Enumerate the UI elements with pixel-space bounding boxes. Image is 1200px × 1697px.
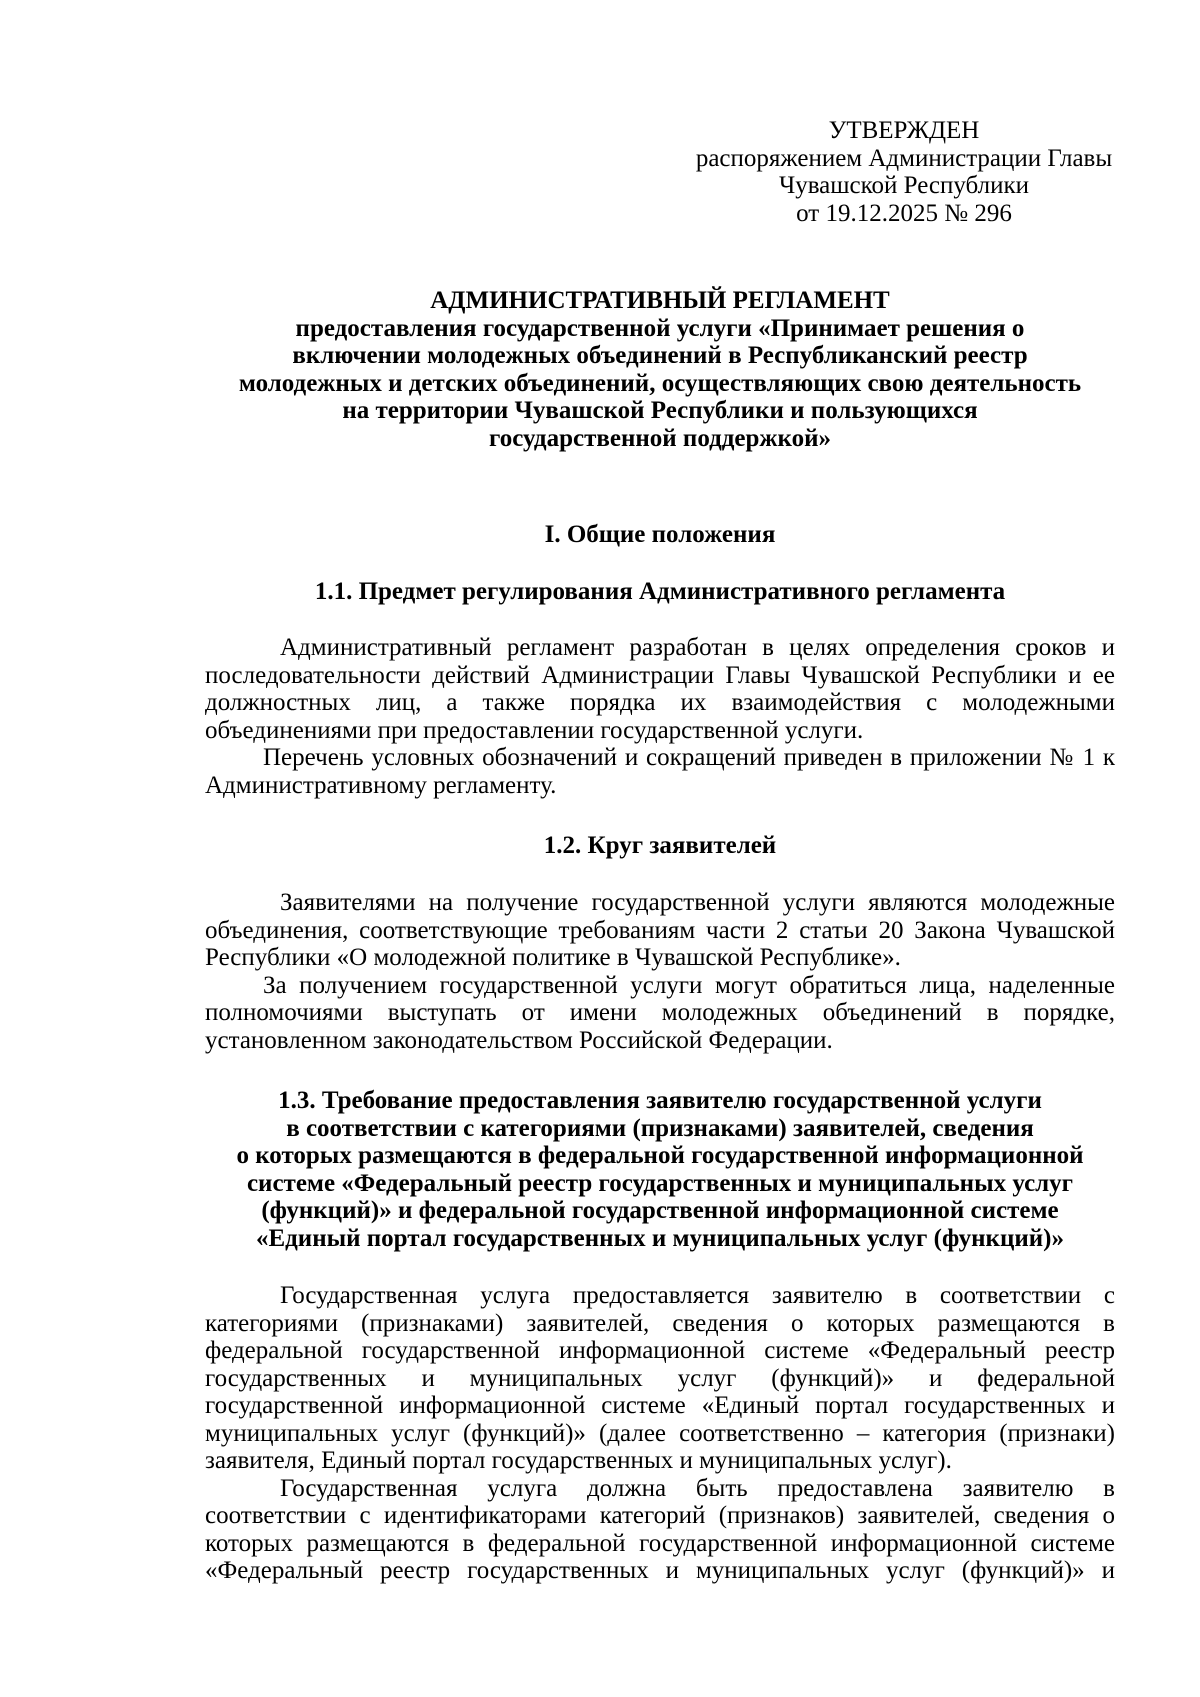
approval-authority: распоряжением Администрации Главы	[695, 144, 1113, 172]
section-heading-1-3-line: 1.3. Требование предоставления заявителю государственной услуги	[278, 1087, 1042, 1114]
section-heading-1-3-line: (функций)» и федеральной государственной информационной системе	[261, 1197, 1059, 1224]
section-heading-1-2: 1.2. Круг заявителей	[543, 832, 777, 859]
approval-stamp	[673, 117, 1135, 227]
paragraph: Государственная услуга должна быть предоставлена заявителю в соответствии с идентификаторами категорий (признаков) заявителей, сведения о которых размещаются в федеральной государственной информационной системе «Федеральный реестр государственных и муниципальных услуг (функций)» и	[205, 1474, 1115, 1584]
document-title-line: на территории Чувашской Республики и пользующихся	[342, 397, 978, 424]
section-heading-general-provisions: I. Общие положения	[544, 521, 776, 548]
section-heading-1-3-line: системе «Федеральный реестр государственных и муниципальных услуг	[246, 1169, 1074, 1197]
section-1-1-body	[205, 634, 1115, 799]
document-title-line: включении молодежных объединений в Республиканский реестр	[292, 342, 1028, 369]
section-1-3-body	[205, 1282, 1115, 1585]
document-title	[205, 287, 1115, 452]
approval-status: УТВЕРЖДЕН	[828, 117, 980, 144]
section-heading-1-1: 1.1. Предмет регулирования Административного регламента	[314, 578, 1006, 605]
document-title-line: государственной поддержкой»	[489, 424, 831, 452]
section-heading-1-3-line: о которых размещаются в федеральной государственной информационной	[236, 1142, 1084, 1169]
document-page	[205, 0, 1115, 1697]
paragraph: Заявителями на получение государственной услуги являются молодежные объединения, соответствующие требованиям части 2 статьи 20 Закона Чувашской Республики «О молодежной политике в Чувашской Республике».	[205, 889, 1115, 971]
paragraph: За получением государственной услуги могут обратиться лица, наделенные полномочиями выступать от имени молодежных объединений в порядке, установленном законодательством Российской Федерации.	[205, 971, 1115, 1054]
section-heading-1-3	[205, 1087, 1115, 1252]
document-title-line: предоставления государственной услуги «Принимает решения о	[295, 314, 1025, 342]
document-title-main: АДМИНИСТРАТИВНЫЙ РЕГЛАМЕНТ	[430, 287, 890, 314]
approval-region: Чувашской Республики	[778, 172, 1030, 199]
section-1-2-body	[205, 889, 1115, 1054]
paragraph: Перечень условных обозначений и сокращений приведен в приложении № 1 к Административному регламенту.	[205, 744, 1115, 799]
paragraph: Государственная услуга предоставляется заявителю в соответствии с категориями (признаками) заявителей, сведения о которых размещаются в федеральной государственной информационной системе «Федеральный реестр государственных и муниципальных услуг (функций)» и федеральной государственной информационной системе «Единый портал государственных и муниципальных услуг (функций)» (далее соответственно – категория (признаки) заявителя, Единый портал государственных и муниципальных услуг).	[205, 1282, 1115, 1474]
section-heading-1-3-line: в соответствии с категориями (признаками) заявителей, сведения	[286, 1114, 1034, 1142]
approval-date-number: от 19.12.2025 № 296	[796, 199, 1012, 227]
document-title-line: молодежных и детских объединений, осуществляющих свою деятельность	[238, 369, 1082, 397]
section-heading-1-3-line: «Единый портал государственных и муниципальных услуг (функций)»	[255, 1224, 1065, 1252]
paragraph: Административный регламент разработан в целях определения сроков и последовательности действий Администрации Главы Чувашской Республики и ее должностных лиц, а также порядка их взаимодействия с молодежными объединениями при предоставлении государственной услуги.	[205, 634, 1115, 744]
